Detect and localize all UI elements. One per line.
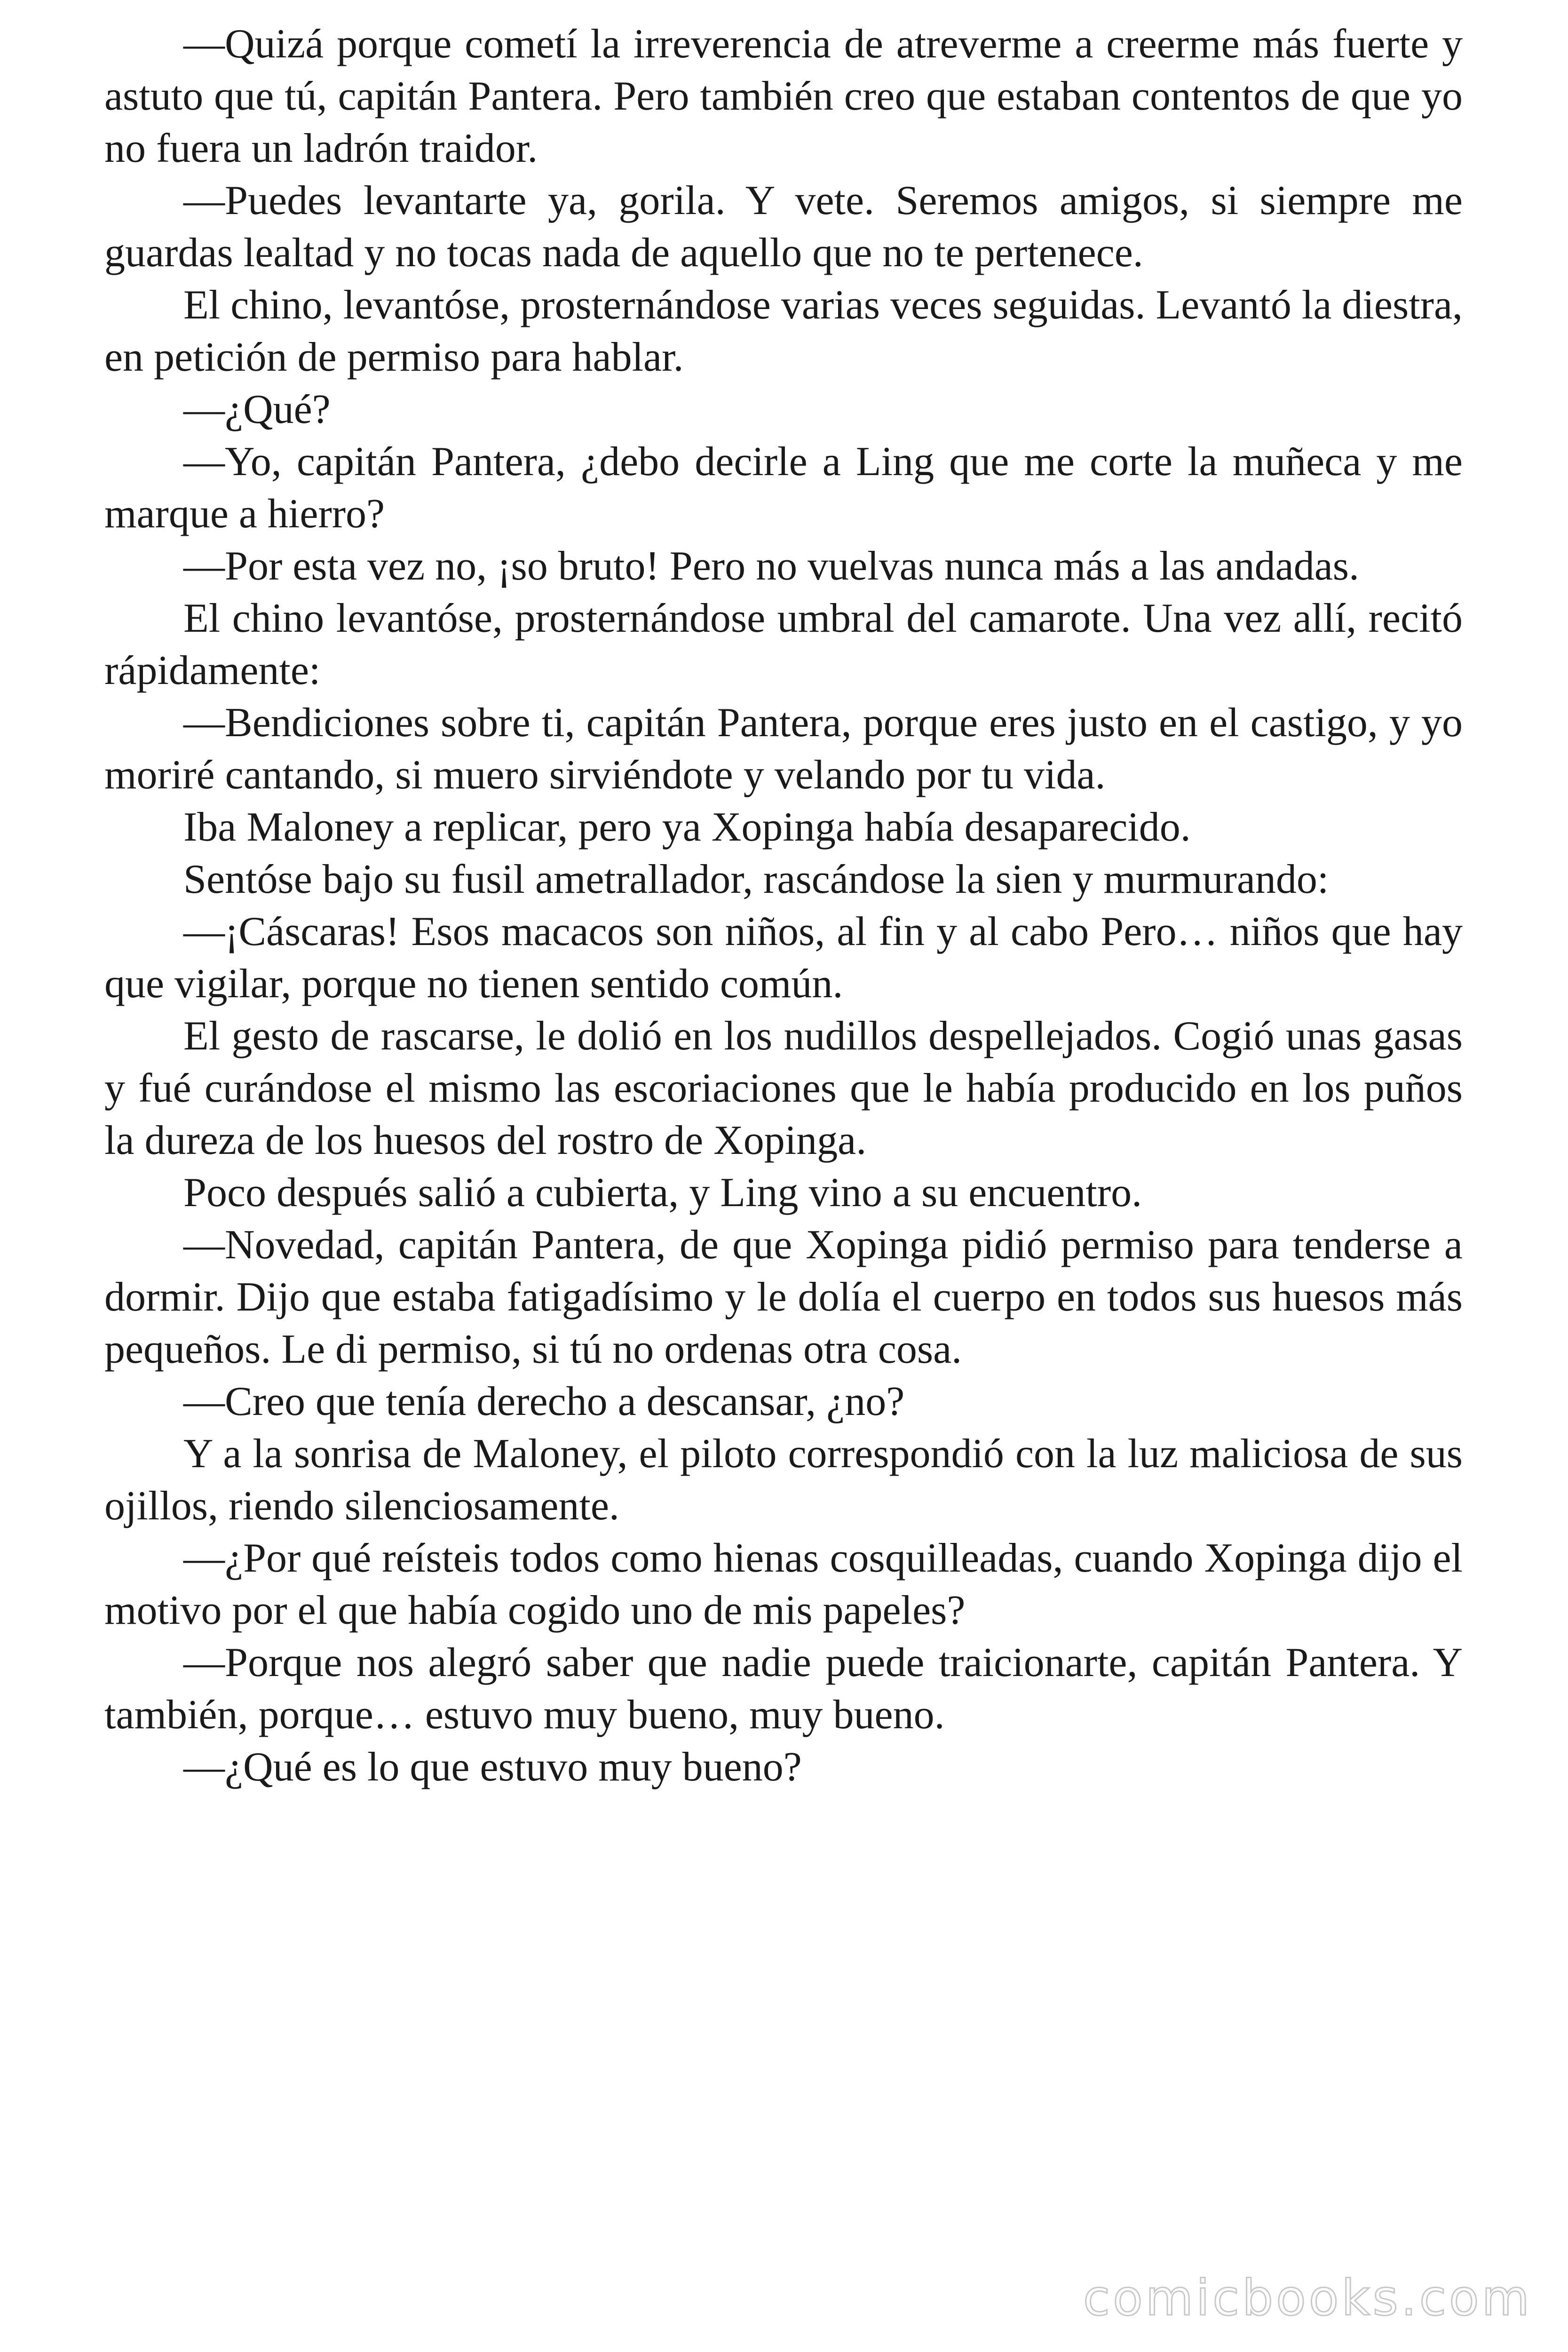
paragraph: Poco después salió a cubierta, y Ling vino a su encuentro.: [183, 1170, 1142, 1216]
paragraph: —Novedad, capitán Pantera, de que Xopinga pidió permiso para tenderse a dormir. Dijo que estaba fatigadísimo y le dolía el cuerpo en todos sus huesos más pequeños. Le di permiso, si tú no ordenas otra cosa.: [104, 1222, 1463, 1372]
paragraph: El chino levantóse, prosternándose umbral del camarote. Una vez allí, recitó rápidamente:: [104, 596, 1463, 693]
paragraph: —¿Qué es lo que estuvo muy bueno?: [183, 1744, 802, 1790]
paragraph: —Puedes levantarte ya, gorila. Y vete. Seremos amigos, si siempre me guardas lealtad y no tocas nada de aquello que no te pertenece.: [104, 178, 1463, 276]
paragraph: —Creo que tenía derecho a descansar, ¿no?: [183, 1379, 905, 1424]
paragraph: —Quizá porque cometí la irreverencia de atreverme a creerme más fuerte y astuto que tú, capitán Pantera. Pero también creo que estaban contentos de que yo no fuera un ladrón traidor.: [104, 21, 1463, 171]
watermark: comicbooks.com: [1083, 2269, 1532, 2327]
paragraph: El chino, levantóse, prosternándose varias veces seguidas. Levantó la diestra, en petición de permiso para hablar.: [104, 282, 1463, 380]
paragraph: —Porque nos alegró saber que nadie puede traicionarte, capitán Pantera. Y también, porque… estuvo muy bueno, muy bueno.: [104, 1640, 1463, 1738]
paragraph: —¿Por qué reísteis todos como hienas cosquilleadas, cuando Xopinga dijo el motivo por el que había cogido uno de mis papeles?: [104, 1535, 1463, 1633]
paragraph: Y a la sonrisa de Maloney, el piloto correspondió con la luz maliciosa de sus ojillos, riendo silenciosamente.: [104, 1431, 1463, 1529]
paragraph: El gesto de rascarse, le dolió en los nudillos despellejados. Cogió unas gasas y fué curándose el mismo las escoriaciones que le había producido en los puños la dureza de los huesos del rostro de Xopinga.: [104, 1013, 1463, 1163]
body-text: [104, 18, 1463, 1793]
paragraph: —Yo, capitán Pantera, ¿debo decirle a Ling que me corte la muñeca y me marque a hierro?: [104, 439, 1463, 537]
paragraph: Iba Maloney a replicar, pero ya Xopinga había desaparecido.: [183, 804, 1191, 850]
paragraph: —¿Qué?: [183, 387, 331, 432]
paragraph: —Por esta vez no, ¡so bruto! Pero no vuelvas nunca más a las andadas.: [183, 543, 1360, 589]
paragraph: Sentóse bajo su fusil ametrallador, rascándose la sien y murmurando:: [183, 857, 1329, 902]
paragraph: —¡Cáscaras! Esos macacos son niños, al fin y al cabo Pero… niños que hay que vigilar, porque no tienen sentido común.: [104, 909, 1463, 1007]
paragraph: —Bendiciones sobre ti, capitán Pantera, porque eres justo en el castigo, y yo moriré cantando, si muero sirviéndote y velando por tu vida.: [104, 700, 1463, 798]
